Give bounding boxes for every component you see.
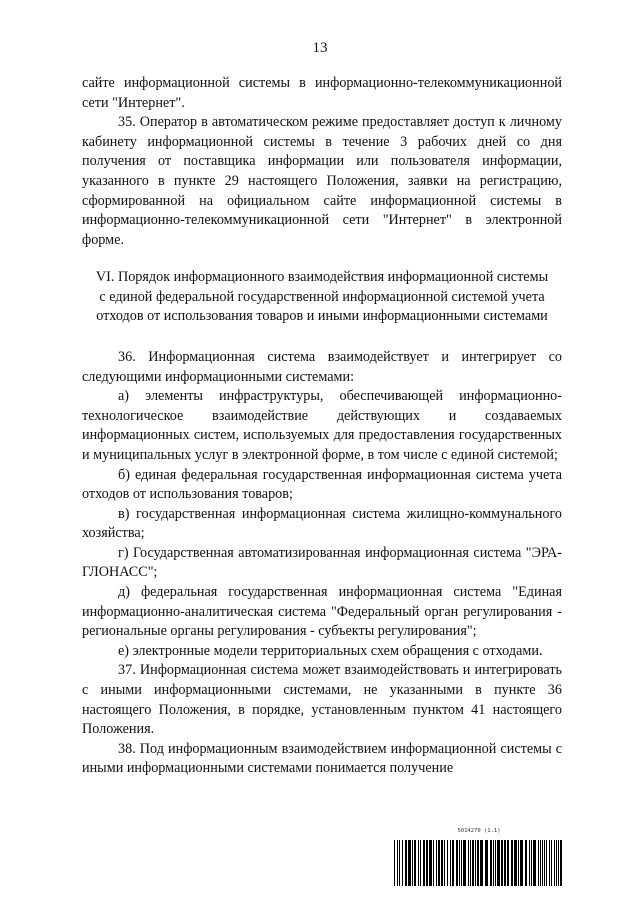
list-item: б) единая федеральная государственная информационная система учета отходов от использования товаров; [82,466,562,503]
section-heading [82,268,562,326]
list-item: в) государственная информационная система жилищно-коммунального хозяйства; [82,505,562,542]
list-item: д) федеральная государственная информационная система "Единая информационно-аналитическая система "Федеральный орган регулирования - региональные органы регулирования - субъекты регулирования"; [82,584,562,640]
section-heading-line: отходов от использования товаров и иными информационными системами [96,307,548,324]
document-body [82,74,562,779]
barcode-bars-icon [394,840,564,886]
barcode [394,828,564,888]
page-number: 13 [312,40,328,56]
paragraph-37: 37. Информационная система может взаимодействовать и интегрировать с иными информационными системами, не указанными в пункте 36 настоящего Положения, в порядке, установленным пунктом 41 настоящего Положения. [82,662,562,738]
paragraph-36: 36. Информационная система взаимодействует и интегрирует со следующими информационными системами: [82,348,562,385]
list-item: е) электронные модели территориальных схем обращения с отходами. [118,642,543,659]
paragraph-continuation: сайте информационной системы в информационно-телекоммуникационной сети "Интернет". [82,75,562,111]
paragraph-35: 35. Оператор в автоматическом режиме предоставляет доступ к личному кабинету информационной системы в течение 3 рабочих дней со дня получения от поставщика информации или пользователя информации, указанного в пункте 29 настоящего Положения, заявки на регистрацию, сформированной на официальном сайте информационной системы в информационно-телекоммуникационной сети "Интернет" в электронной форме. [82,114,562,248]
section-heading-line: с единой федеральной государственной информационной системой учета [99,288,545,305]
list-item: а) элементы инфраструктуры, обеспечивающей информационно-технологическое взаимодействие действующих и создаваемых информационных систем, используемых для предоставления государственных и муниципальных услуг в электронной форме, в том числе с единой системой; [82,388,562,463]
barcode-caption: 5014270 (1.1) [457,828,501,834]
section-heading-line: VI. Порядок информационного взаимодействия информационной системы [95,269,549,286]
list-item: г) Государственная автоматизированная информационная система "ЭРА-ГЛОНАСС"; [82,544,562,581]
paragraph-38: 38. Под информационным взаимодействием информационной системы с иными информационными системами понимается получение [82,740,562,777]
